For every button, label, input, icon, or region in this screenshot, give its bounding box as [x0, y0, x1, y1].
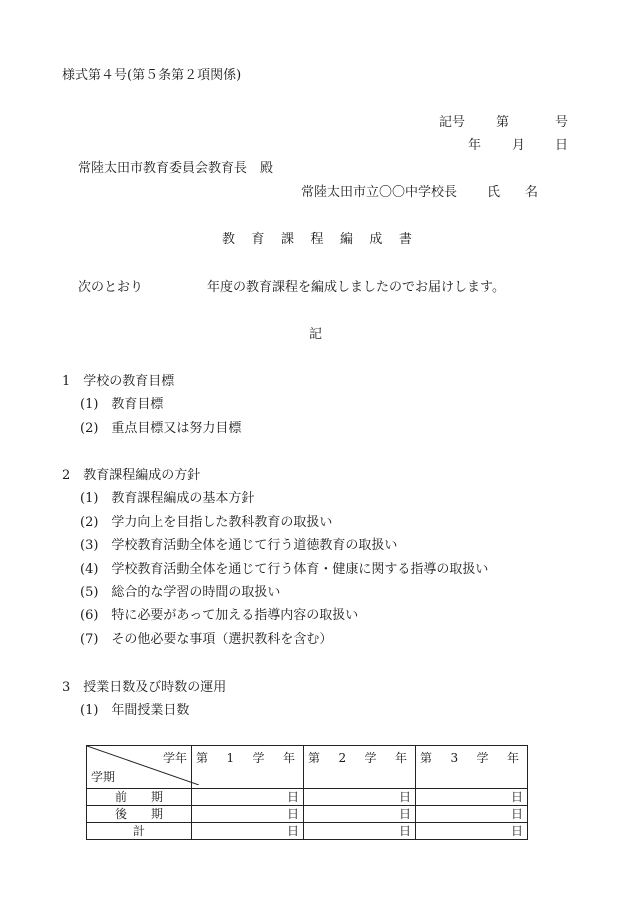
date-year: 年 — [468, 138, 482, 153]
section2-item: (5) 総合的な学習の時間の取扱い — [80, 585, 281, 600]
table-row — [87, 823, 528, 840]
section1-item: (2) 重点目標又は努力目標 — [80, 421, 242, 436]
row-label: 後 期 — [87, 806, 192, 823]
year-header — [416, 746, 528, 789]
year-char: 年 — [506, 751, 519, 765]
date-month: 月 — [512, 138, 526, 153]
section1-item: (1) 教育目標 — [80, 397, 164, 412]
year-header — [192, 746, 304, 789]
title-char: 教 — [222, 232, 236, 247]
day-cell: 日 — [192, 789, 304, 806]
section2-item: (1) 教育課程編成の基本方針 — [80, 491, 255, 506]
section3-item: (1) 年間授業日数 — [80, 703, 190, 718]
title-char: 成 — [369, 232, 383, 247]
intro-body: 年度の教育課程を編成しましたのでお届けします。 — [207, 280, 505, 295]
year-char: 第 — [420, 751, 433, 765]
year-char: 学 — [364, 751, 377, 765]
document-title — [222, 232, 412, 248]
year-char: 学 — [252, 751, 265, 765]
record-kigo: 記号 — [439, 115, 466, 130]
title-char: 課 — [280, 232, 294, 247]
sender-school: 常陸太田市立〇〇中学校長 — [301, 185, 458, 200]
title-char: 書 — [398, 232, 412, 247]
day-cell: 日 — [192, 806, 304, 823]
sender-mei: 名 — [525, 185, 539, 200]
sender-shi: 氏 — [487, 185, 501, 200]
year-char: 学 — [476, 751, 489, 765]
corner-grade-label: 学年 — [162, 751, 187, 765]
day-cell: 日 — [304, 806, 416, 823]
year-char: 2 — [338, 751, 347, 765]
section2-item: (6) 特に必要があって加える指導内容の取扱い — [80, 608, 359, 623]
title-char: 編 — [339, 232, 353, 247]
title-char: 程 — [310, 232, 324, 247]
section2-item: (3) 学校教育活動全体を通じて行う道徳教育の取扱い — [80, 538, 398, 553]
table-row — [87, 806, 528, 823]
day-cell: 日 — [192, 823, 304, 840]
section2-item: (2) 学力向上を目指した教科教育の取扱い — [80, 515, 333, 530]
row-label: 前 期 — [87, 789, 192, 806]
form-id: 様式第４号(第５条第２項関係) — [62, 68, 242, 83]
table-header-row — [87, 746, 528, 789]
addressee: 常陸太田市教育委員会教育長 殿 — [78, 161, 274, 176]
title-char: 育 — [251, 232, 265, 247]
section3-heading: 3 授業日数及び時数の運用 — [62, 680, 227, 695]
year-char: 年 — [394, 751, 407, 765]
section1-heading: 1 学校の教育目標 — [62, 374, 175, 389]
table-corner-cell — [87, 746, 192, 789]
section2-item: (7) その他必要な事項（選択教科を含む） — [80, 632, 333, 647]
year-char: 第 — [308, 751, 321, 765]
year-char: 第 — [196, 751, 209, 765]
year-char: 年 — [282, 751, 295, 765]
ki-heading: 記 — [309, 327, 323, 342]
record-go: 号 — [555, 115, 569, 130]
row-label: 計 — [87, 823, 192, 840]
corner-term-label: 学期 — [91, 770, 116, 784]
intro-lead: 次のとおり — [78, 280, 144, 295]
record-dai: 第 — [496, 115, 510, 130]
day-cell: 日 — [416, 789, 528, 806]
day-cell: 日 — [304, 823, 416, 840]
day-cell: 日 — [416, 806, 528, 823]
date-day: 日 — [555, 138, 569, 153]
table-row — [87, 789, 528, 806]
year-char: 1 — [226, 751, 235, 765]
year-header — [304, 746, 416, 789]
section2-heading: 2 教育課程編成の方針 — [62, 468, 201, 483]
day-cell: 日 — [416, 823, 528, 840]
school-days-table — [86, 745, 528, 840]
day-cell: 日 — [304, 789, 416, 806]
section2-item: (4) 学校教育活動全体を通じて行う体育・健康に関する指導の取扱い — [80, 562, 489, 577]
year-char: 3 — [450, 751, 459, 765]
